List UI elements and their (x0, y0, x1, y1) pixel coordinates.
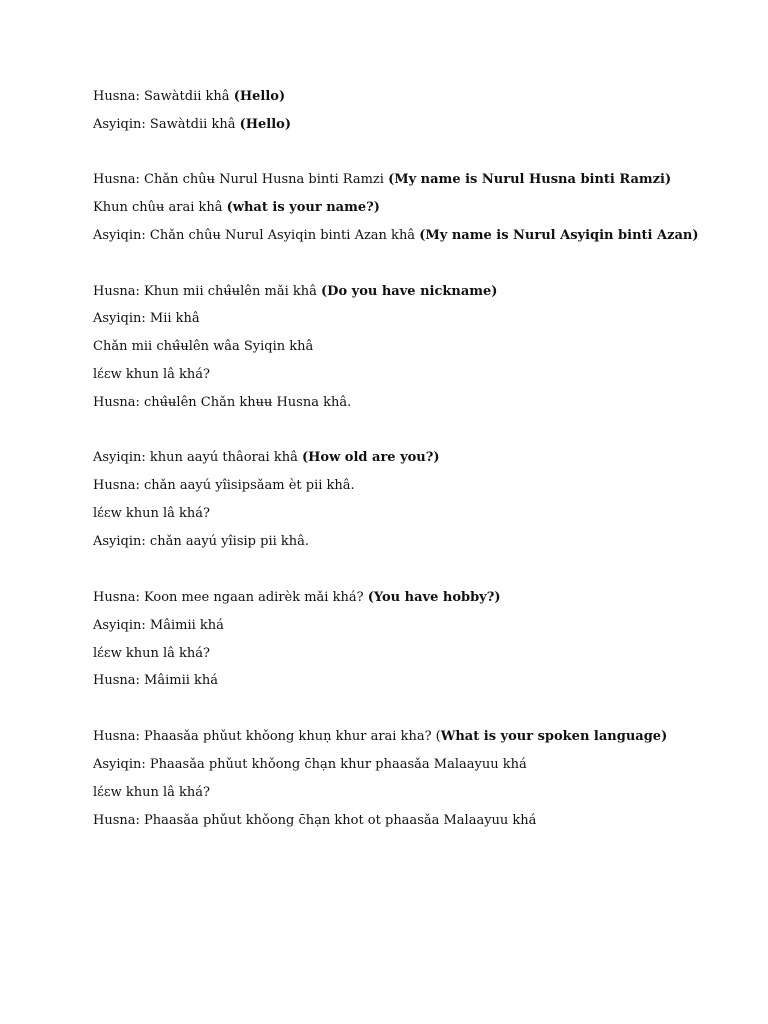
dialogue-line (93, 89, 285, 105)
dialogue-text: Khun chûʉ arai khâ (93, 200, 227, 215)
dialogue-line (93, 478, 355, 494)
translation-text: (what is your name?) (226, 200, 380, 215)
dialogue-text: Asyiqin: Mii khâ (93, 311, 200, 326)
dialogue-text: Husna: chǎn aayú yîisipsǎam èt pii khâ. (93, 478, 355, 493)
dialogue-line (93, 729, 667, 745)
dialogue-line (93, 534, 309, 550)
dialogue-line (93, 172, 671, 188)
dialogue-line (93, 284, 497, 300)
translation-text: (Hello) (239, 117, 291, 132)
dialogue-text: lɛ́ɛw khun lâ khá? (93, 785, 211, 800)
dialogue-text: lɛ́ɛw khun lâ khá? (93, 367, 211, 382)
dialogue-text: Asyiqin: Mâimii khá (93, 618, 224, 633)
dialogue-text: lɛ́ɛw khun lâ khá? (93, 646, 211, 661)
dialogue-text: Husna: Phaasǎa phǔut khǒong c̄hạn khot ot phaasǎa Malaayuu khá (93, 813, 537, 828)
dialogue-line (93, 618, 224, 634)
dialogue-text: Husna: chʉ̂ʉlên Chǎn khʉʉ Husna khâ. (93, 395, 352, 410)
dialogue-line (93, 339, 313, 355)
dialogue-text: Chǎn mii chʉ̂ʉlên wâa Syiqin khâ (93, 339, 314, 354)
translation-text: What is your spoken language) (440, 729, 668, 744)
dialogue-text: Husna: Sawàtdii khâ (93, 89, 234, 104)
dialogue-line (93, 450, 440, 466)
translation-text: (Do you have nickname) (321, 284, 498, 299)
dialogue-text: Husna: Mâimii khá (93, 673, 219, 688)
dialogue-line (93, 785, 210, 801)
translation-text: (You have hobby?) (367, 590, 501, 605)
dialogue-line (93, 200, 380, 216)
dialogue-text: Asyiqin: chǎn aayú yîisip pii khâ. (93, 534, 310, 549)
dialogue-line (93, 311, 200, 327)
dialogue-text: Husna: Koon mee ngaan adirèk mǎi khá? (93, 590, 368, 605)
dialogue-line (93, 646, 210, 662)
dialogue-line (93, 813, 536, 829)
dialogue-line (93, 757, 527, 773)
dialogue-text: Asyiqin: Chǎn chûʉ Nurul Asyiqin binti Azan khâ (93, 228, 420, 243)
dialogue-line (93, 673, 218, 689)
translation-text: (How old are you?) (301, 450, 440, 465)
dialogue-text: Asyiqin: Sawàtdii khâ (93, 117, 240, 132)
translation-text: (My name is Nurul Asyiqin binti Azan) (419, 228, 699, 243)
dialogue-line (93, 228, 698, 244)
dialogue-text: Asyiqin: khun aayú thâorai khâ (93, 450, 302, 465)
dialogue-line (93, 117, 291, 133)
dialogue-text: Husna: Phaasǎa phǔut khǒong khuṇ khur arai kha? ( (93, 729, 441, 744)
dialogue-line (93, 506, 210, 522)
dialogue-line (93, 395, 351, 411)
translation-text: (Hello) (233, 89, 286, 104)
translation-text: (My name is Nurul Husna binti Ramzi) (388, 172, 672, 187)
dialogue-text: Husna: Khun mii chʉ̂ʉlên mǎi khâ (93, 284, 322, 299)
dialogue-line (93, 367, 210, 383)
dialogue-text: Asyiqin: Phaasǎa phǔut khǒong c̄hạn khur phaasǎa Malaayuu khá (93, 757, 527, 772)
dialogue-text: Husna: Chǎn chûʉ Nurul Husna binti Ramzi (93, 172, 389, 187)
dialogue-text: lɛ́ɛw khun lâ khá? (93, 506, 211, 521)
dialogue-line (93, 590, 501, 606)
